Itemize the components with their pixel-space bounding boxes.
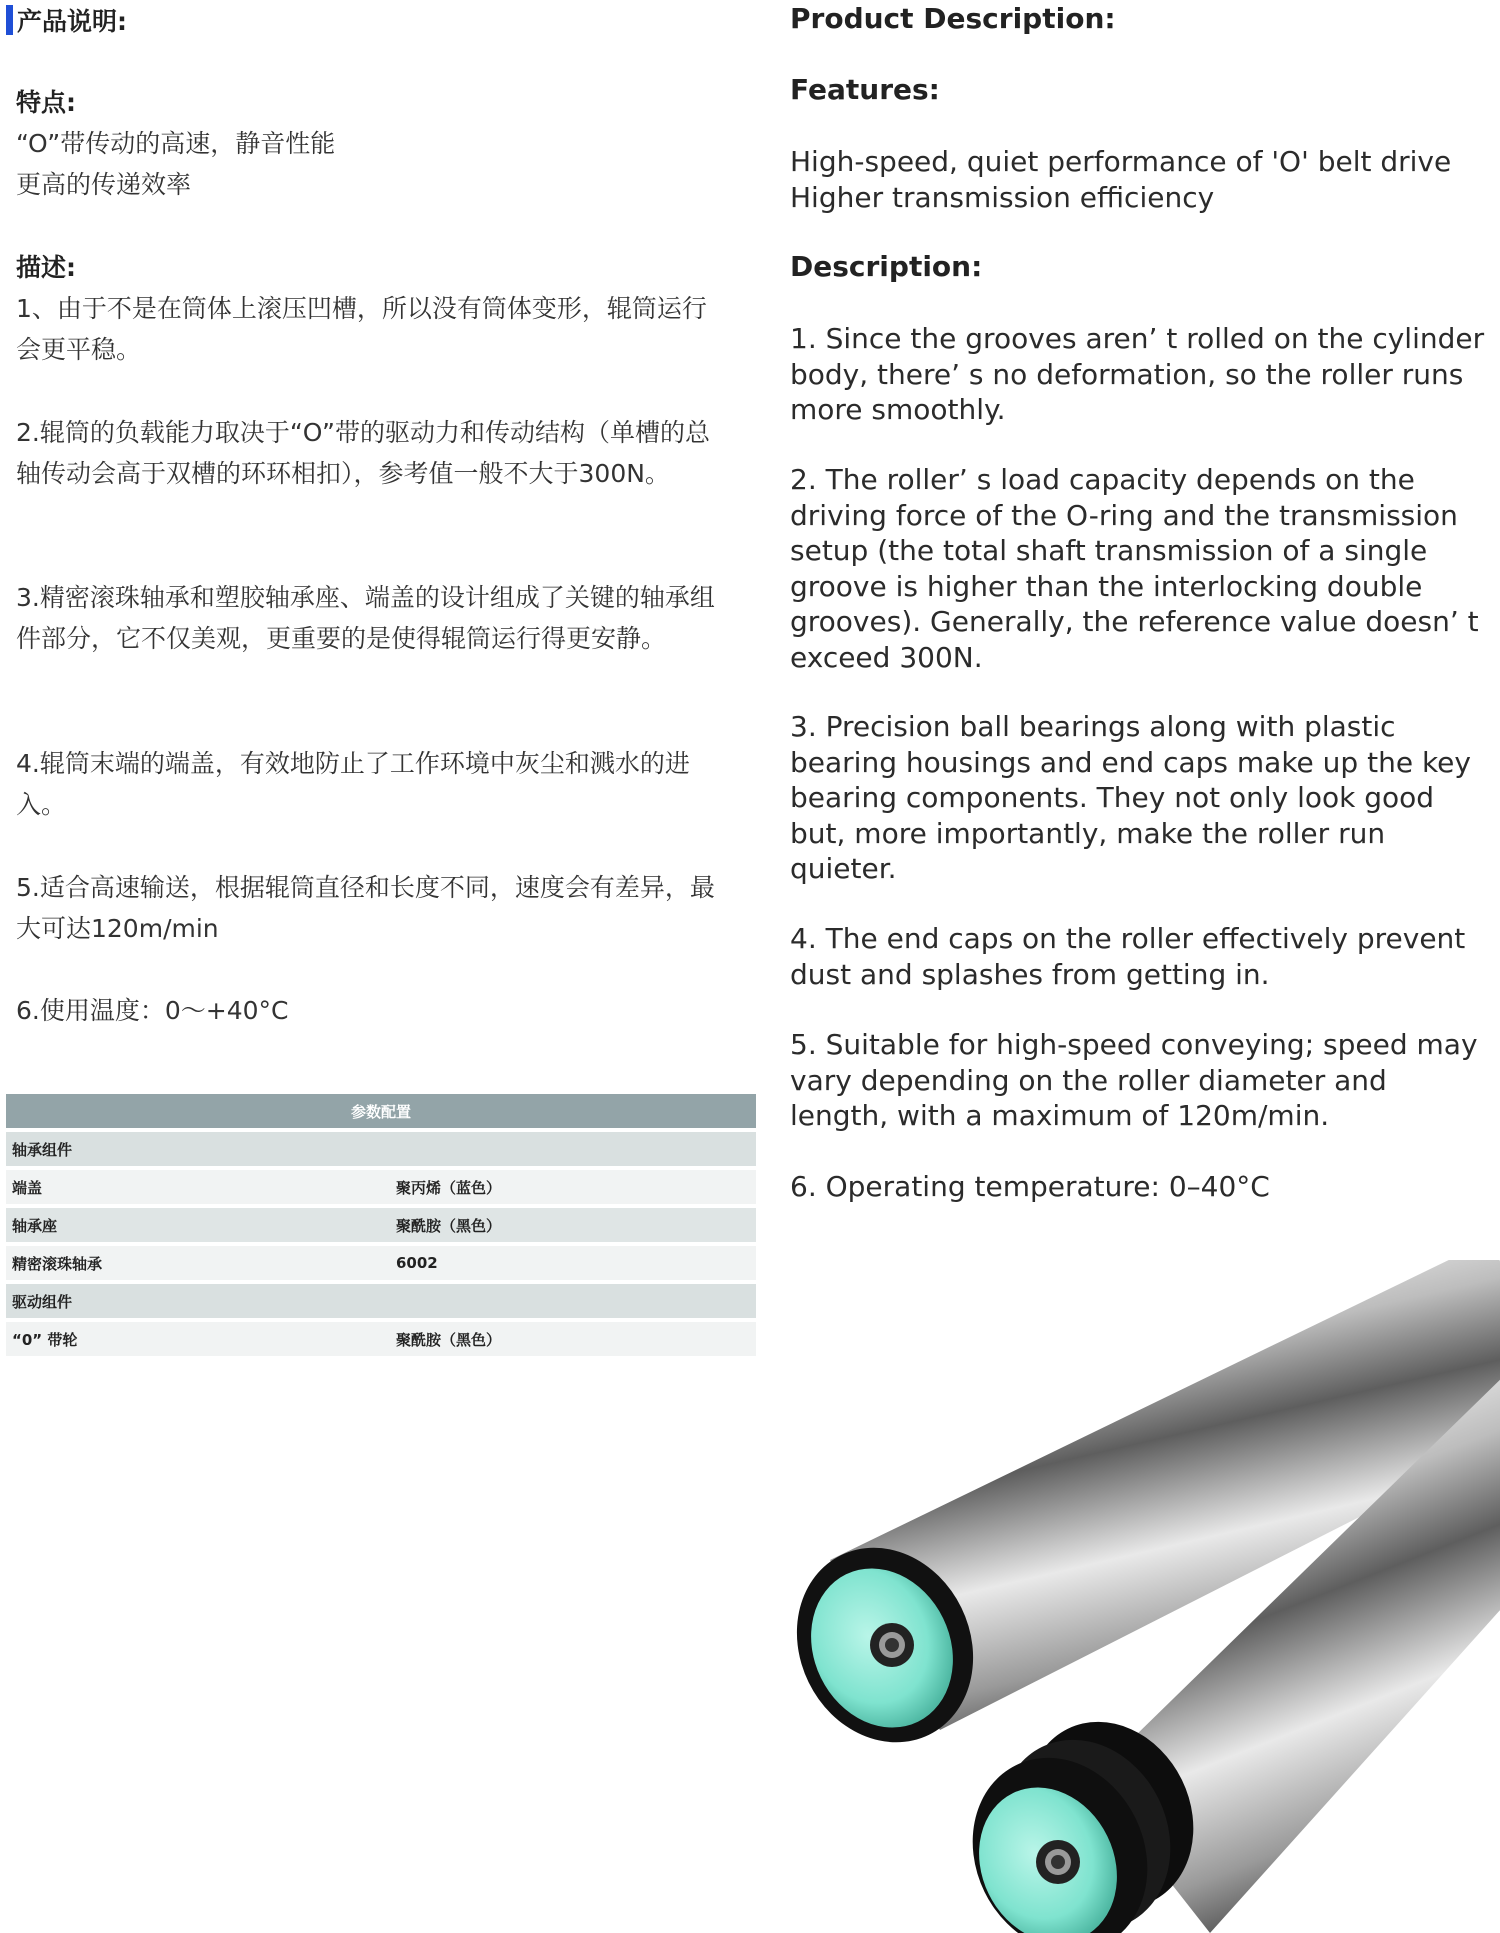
en-feature-1: High-speed, quiet performance of 'O' belt drive <box>790 145 1452 178</box>
table-group-row <box>6 1284 756 1318</box>
cn-description <box>16 247 726 370</box>
table-row <box>6 1322 756 1356</box>
table-group-row <box>6 1132 756 1166</box>
cn-desc-item-2: 2.辊筒的负载能力取决于“O”带的驱动力和传动结构（单槽的总轴传动会高于双槽的环环相扣），参考值一般不大于300N。 <box>16 418 710 488</box>
row-name: “0” 带轮 <box>6 1322 390 1356</box>
row-name: 精密滚珠轴承 <box>6 1246 390 1280</box>
table-row <box>6 1208 756 1242</box>
en-feature-2: Higher transmission efficiency <box>790 180 1215 214</box>
cn-features <box>16 82 726 205</box>
en-features-title: Features: <box>790 73 940 106</box>
en-desc-item-3: 3. Precision ball bearings along with plastic bearing housings and end caps make up the key bearing components. They not only look good but, more importantly, make the roller run quieter. <box>790 710 1471 885</box>
table-row <box>6 1246 756 1280</box>
spec-table-title: 参数配置 <box>6 1094 756 1128</box>
cn-feature-1: “O”带传动的高速，静音性能 <box>16 129 336 158</box>
cn-heading-text: 产品说明: <box>17 7 127 36</box>
cn-features-title: 特点: <box>16 88 76 117</box>
table-row <box>6 1170 756 1204</box>
en-desc-item-2: 2. The roller’ s load capacity depends on the driving force of the O-ring and the transmission setup (the total shaft transmission of a single groove is higher than the interlocking double grooves). Generally, the reference value doesn’ t exceed 300N. <box>790 463 1479 674</box>
group-drive-components: 驱动组件 <box>6 1284 756 1318</box>
row-name: 轴承座 <box>6 1208 390 1242</box>
en-desc-item-6: 6. Operating temperature: 0–40°C <box>790 1170 1270 1203</box>
row-value: 聚丙烯（蓝色） <box>390 1170 756 1204</box>
cn-desc-item-3: 3.精密滚珠轴承和塑胶轴承座、端盖的设计组成了关键的轴承组件部分，它不仅美观，更重要的是使得辊筒运行得更安静。 <box>16 583 715 653</box>
row-value: 聚酰胺（黑色） <box>390 1208 756 1242</box>
heading-accent-bar <box>6 5 13 35</box>
en-desc-item-4: 4. The end caps on the roller effectively prevent dust and splashes from getting in. <box>790 922 1466 991</box>
roller-product-photo <box>790 1260 1500 1933</box>
cn-desc-item-1: 1、由于不是在筒体上滚压凹槽，所以没有筒体变形，辊筒运行会更平稳。 <box>16 294 707 364</box>
row-name: 端盖 <box>6 1170 390 1204</box>
en-description-title: Description: <box>790 250 983 283</box>
cn-heading <box>14 4 127 36</box>
cn-desc-item-6: 6.使用温度：0～+40°C <box>16 996 289 1025</box>
spec-table <box>6 1090 756 1360</box>
en-heading: Product Description: <box>790 2 1116 35</box>
cn-description-title: 描述: <box>16 253 76 282</box>
en-features <box>790 144 1490 215</box>
cn-desc-item-5: 5.适合高速输送，根据辊筒直径和长度不同，速度会有差异，最大可达120m/min <box>16 873 715 943</box>
cn-desc-item-4: 4.辊筒末端的端盖，有效地防止了工作环境中灰尘和溅水的进入。 <box>16 749 690 819</box>
en-desc-item-5: 5. Suitable for high-speed conveying; speed may vary depending on the roller diameter and length, with a maximum of 120m/min. <box>790 1028 1478 1132</box>
row-value: 聚酰胺（黑色） <box>390 1322 756 1356</box>
cn-feature-2: 更高的传递效率 <box>16 170 192 199</box>
spec-table-title-row <box>6 1094 756 1128</box>
row-value: 6002 <box>390 1246 756 1280</box>
group-bearing-components: 轴承组件 <box>6 1132 756 1166</box>
en-desc-item-1: 1. Since the grooves aren’ t rolled on the cylinder body, there’ s no deformation, so the roller runs more smoothly. <box>790 322 1485 426</box>
